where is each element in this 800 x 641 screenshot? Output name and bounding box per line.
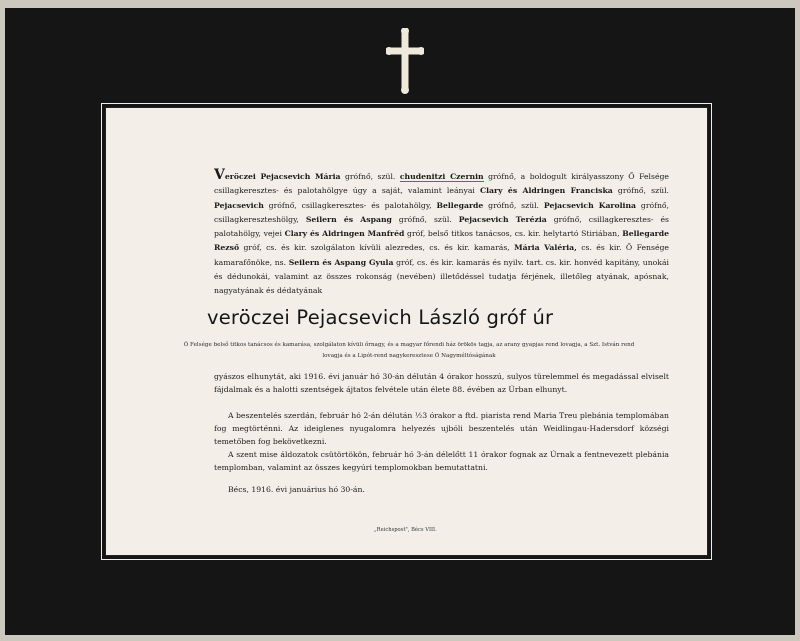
intro-text-16: grófnő, csillagkeresztes- és palotahölgy, vejei (214, 214, 669, 239)
date-line: Bécs, 1916. évi januárius hó 30-án. (228, 485, 365, 494)
intro-text-22: cs. és kir. Ő Fensége kamarafőnöke, ns. (214, 243, 669, 267)
intro-text-17: Clary és Aldringen Manfréd (284, 229, 405, 239)
intro-text-5: Clary és Aldringen Franciska (480, 186, 613, 196)
intro-text-13: Seilern és Aspang (305, 214, 392, 224)
death-paragraph: gyászos elhunytát, aki 1916. évi január hó 30-án délután 4 órakor hosszú, sulyos türelemmel és megadással elviselt fájdalmak és a halotti szentségek ájtatos felvétele után élete 88. évében az Úrban elhunyt. (214, 372, 669, 395)
intro-text-12: grófnő, csillagkereszteshölgy, (214, 200, 670, 224)
intro-text-4: grófnő, a boldogult királyasszony Ő Felsége csillagkeresztes- és palotahölgye úgy a saját, valamint leányai (214, 172, 669, 196)
cross-icon (386, 28, 424, 94)
honorific-titles: Ő Felsége belső titkos tanácsos és kamarása, szolgálaton kívüli őrnagy, és a magyar főrendi ház örökös tagja, az arany gyapjas rend lovagja, a Szt. István rend lovagja és a Lipót-rend nagykeresztese Ő Nagyméltóságának (183, 342, 635, 359)
intro-text-3: chudenitzi Czernin (399, 172, 484, 181)
intro-text-23: Seilern és Aspang Gyula (288, 257, 394, 267)
drop-letter: V (214, 167, 225, 183)
intro-text-6: grófnő, szül. (612, 186, 669, 196)
intro-text-2: grófnő, szül. (340, 172, 400, 181)
intro-text-20: gróf, cs. és kir. szolgálaton kívüli alezredes, cs. és kir. kamarás, (239, 243, 515, 253)
intro-text-9: Bellegarde (436, 200, 484, 210)
intro-text-1: eröczei Pejacsevich Mária (224, 172, 341, 181)
intro-text-10: grófnő, szül. (483, 200, 544, 210)
intro-text-7: Pejacsevich (214, 200, 264, 210)
intro-text-15: Pejacsevich Terézia (458, 214, 547, 224)
intro-text-19: Bellegarde Rezső (214, 229, 669, 253)
deceased-name: veröczei Pejacsevich László gróf úr (207, 306, 554, 329)
printer-imprint: „Reichspost", Bécs VIII. (374, 527, 437, 533)
consecration-paragraph: A beszentelés szerdán, február hó 2-án délután ½3 órakor a ftd. piarista rend Maria Treu plebánia templomában fog megtörténni. Az ideiglenes nyugalomra helyezés ujbóli beszentelés után Weidlingau-Hadersdorf községi temetőben fog bekövetkezni. (214, 411, 669, 447)
intro-text-14: grófnő, szül. (391, 214, 459, 224)
intro-paragraph (214, 168, 669, 299)
intro-text-18: gróf, belső titkos tanácsos, cs. kir. helytartó Stiriában, (404, 229, 623, 239)
intro-text-24: gróf, cs. és kir. kamarás és nyilv. tart. cs. kir. honvéd kapitány, unokái és dédunokái, valamint az összes rokonság (nevében) illetődéssel tudatja férjének, illetőleg atyának, apósnak, nagyatyának és dédatyának (214, 257, 669, 296)
mass-paragraph: A szent mise áldozatok csütörtökön, február hó 3-án délelőtt 11 órakor fognak az Úrnak a fentnevezett plebánia templomban, valamint az összes kegyúri templomokban bemutattatni. (214, 450, 669, 473)
intro-text-8: grófnő, csillagkeresztes- és palotahölgy, (263, 200, 437, 210)
intro-text-11: Pejacsevich Karolina (543, 200, 637, 210)
intro-text-21: Mária Valéria, (514, 243, 577, 253)
notice-card (105, 107, 708, 556)
mourning-border (5, 8, 795, 635)
